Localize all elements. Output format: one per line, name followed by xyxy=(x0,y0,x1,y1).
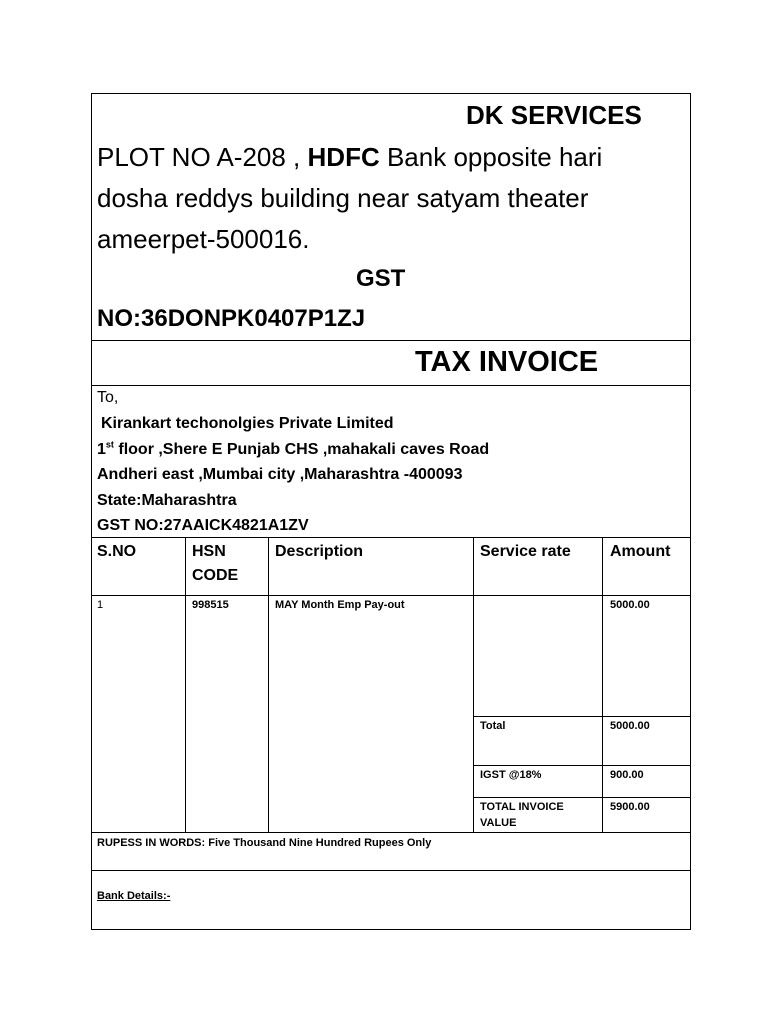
divider-words xyxy=(91,870,691,871)
divider-header xyxy=(91,340,691,341)
invoice-value-label-line1: TOTAL INVOICE xyxy=(480,801,564,813)
company-gst-label: GST xyxy=(356,265,406,292)
header-sno: S.NO xyxy=(97,543,137,560)
igst-label: IGST @18% xyxy=(480,769,542,781)
divider-table-header xyxy=(91,595,691,596)
row-description: MAY Month Emp Pay-out xyxy=(275,599,405,611)
col-divider-description xyxy=(268,537,269,833)
divider-title xyxy=(91,385,691,386)
invoice-title: TAX INVOICE xyxy=(415,346,599,378)
invoice-value-label-line2: VALUE xyxy=(480,817,517,829)
floor-number: 1 xyxy=(97,441,106,458)
address-line1-rest: Bank opposite hari xyxy=(379,142,603,172)
header-hsn-line1: HSN xyxy=(192,543,226,560)
company-address-line3: ameerpet-500016. xyxy=(97,224,310,254)
rupees-in-words: RUPESS IN WORDS: Five Thousand Nine Hundred Rupees Only xyxy=(97,837,432,849)
company-address-line1 xyxy=(97,137,602,178)
invoice-value: 5900.00 xyxy=(610,801,650,813)
company-name: DK SERVICES xyxy=(466,100,642,130)
divider-table-bottom xyxy=(91,832,691,833)
divider-total xyxy=(473,716,691,717)
company-address-line2: dosha reddys building near satyam theater xyxy=(97,183,589,213)
floor-suffix: st xyxy=(105,439,114,450)
col-divider-amount xyxy=(602,537,603,833)
igst-value: 900.00 xyxy=(610,769,644,781)
bank-details-label: Bank Details:- xyxy=(97,890,171,902)
header-description: Description xyxy=(275,543,364,560)
header-hsn-line2: CODE xyxy=(192,567,239,584)
to-label: To, xyxy=(97,389,119,406)
address-bank: HDFC xyxy=(307,142,380,172)
divider-igst xyxy=(473,765,691,766)
divider-invoice-value xyxy=(473,797,691,798)
row-hsn: 998515 xyxy=(192,599,229,611)
header-hsn xyxy=(192,540,238,588)
col-divider-hsn xyxy=(185,537,186,833)
customer-address-line2: Andheri east ,Mumbai city ,Maharashtra -400093 xyxy=(97,466,463,483)
row-sno: 1 xyxy=(97,599,104,611)
invoice-value-label xyxy=(480,799,564,831)
customer-address-rest: floor ,Shere E Punjab CHS ,mahakali caves Road xyxy=(113,441,490,458)
address-prefix: PLOT NO A-208 , xyxy=(97,142,308,172)
total-value: 5000.00 xyxy=(610,720,650,732)
row-amount: 5000.00 xyxy=(610,599,650,611)
customer-address-line1 xyxy=(97,437,489,463)
header-service-rate: Service rate xyxy=(480,543,571,560)
col-divider-service-rate xyxy=(473,537,474,833)
total-label: Total xyxy=(480,720,506,732)
customer-name: Kirankart techonolgies Private Limited xyxy=(101,415,394,432)
header-amount: Amount xyxy=(610,543,671,560)
customer-state: State:Maharashtra xyxy=(97,492,237,509)
company-gst-number: NO:36DONPK0407P1ZJ xyxy=(97,305,366,332)
customer-gst: GST NO:27AAICK4821A1ZV xyxy=(97,517,309,534)
